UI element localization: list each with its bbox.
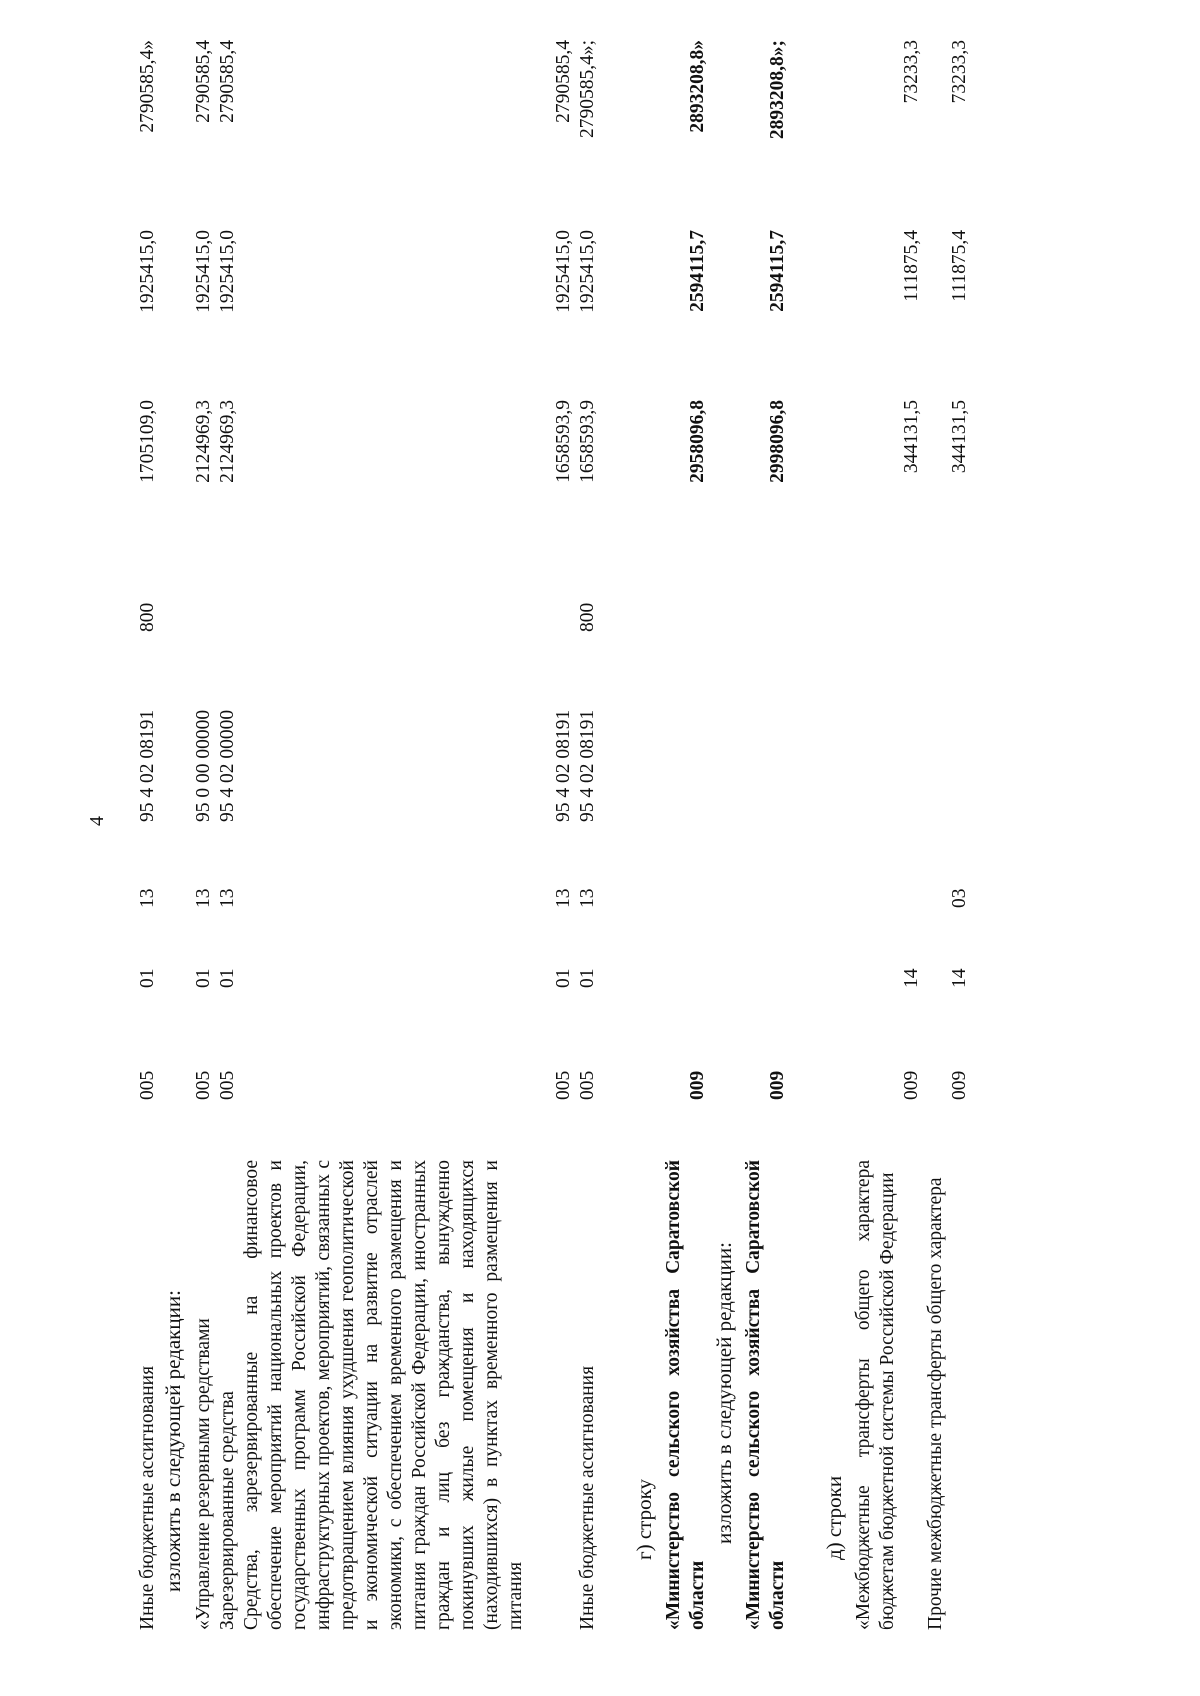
row-section-code: 01 [193,968,214,988]
row-amount-2: 1925415,0 [137,230,158,313]
row-target-article: 95 4 02 08191 [137,709,158,822]
row-amount-1: 344131,5 [949,400,970,474]
row-section-code: 01 [553,968,574,988]
row-amount-2: 1925415,0 [577,230,598,313]
row-amount-2: 1925415,0 [553,230,574,313]
section-heading-d: д) строки [822,1475,846,1560]
budget-table-page [118,30,1078,1630]
row-target-article: 95 4 02 08191 [577,709,598,822]
row-subsection-code: 13 [553,888,574,908]
row-subsection-code: 13 [217,888,238,908]
row-amount-1: 344131,5 [901,400,922,474]
row-section-code: 01 [577,968,598,988]
row-ministry-code: 009 [949,1070,970,1100]
row-amount-2: 111875,4 [901,230,922,302]
page-number: 4 [86,816,108,826]
row-amount-3: 2893208,8»; [767,40,788,140]
row-amount-1: 2998096,8 [767,400,788,483]
row-target-article: 95 4 02 08191 [553,709,574,822]
row-amount-2: 1925415,0 [217,230,238,313]
row-amount-1: 2958096,8 [687,400,708,483]
section-heading-g: г) строку [632,1478,656,1560]
row-ministry-code: 005 [553,1070,574,1100]
row-ministry-code: 005 [193,1070,214,1100]
row-amount-2: 2594115,7 [767,230,788,312]
row-amount-3: 2790585,4 [553,40,574,123]
row-name: Средства, зарезервированные на финансовое обеспечение мероприятий национальных проектов и государственных программ Российской Федерации, инфраструктурных проектов, мероприятий, связанных с предотвращением влияния ухудшения геополитической и экономической ситуации на развитие отраслей экономики, с обеспечением временного размещения и питания граждан Российской Федерации, иностранных граждан и лиц без гражданства, вынужденно покинувших жилые помещения и находящихся (находившихся) в пунктах временного размещения и питания [241,1160,526,1630]
row-subsection-code: 13 [577,888,598,908]
row-amount-3: 2790585,4 [217,40,238,123]
row-amount-3: 73233,3 [901,40,922,104]
row-amount-1: 2124969,3 [217,400,238,483]
row-name: «Управление резервными средствами [193,1318,214,1630]
row-name: «Министерство сельского хозяйства Саратовской области [663,1160,708,1630]
row-name: Прочие межбюджетные трансферты общего характера [925,1177,946,1630]
row-target-article: 95 0 00 00000 [193,709,214,822]
row-subsection-code: 13 [193,888,214,908]
row-ministry-code: 005 [217,1070,238,1100]
row-amount-2: 2594115,7 [687,230,708,312]
row-ministry-code: 009 [687,1070,708,1100]
row-name: «Межбюджетные трансферты общего характера бюджетам бюджетной системы Российской Федерации [853,1160,898,1630]
row-amount-1: 2124969,3 [193,400,214,483]
row-subsection-code: 03 [949,888,970,908]
instruction-heading: изложить в следующей редакции: [712,1242,736,1544]
row-ministry-code: 005 [137,1070,158,1100]
row-section-code: 01 [137,968,158,988]
row-amount-1: 1705109,0 [137,400,158,483]
row-ministry-code: 009 [901,1070,922,1100]
row-target-article: 95 4 02 00000 [217,709,238,822]
row-amount-3: 2790585,4»; [577,40,598,139]
row-subsection-code: 13 [137,888,158,908]
row-section-code: 14 [949,968,970,988]
row-name: Иные бюджетные ассигнования [577,1365,598,1630]
row-name: «Министерство сельского хозяйства Саратовской области [743,1160,788,1630]
row-expense-type: 800 [137,602,158,632]
row-amount-3: 2790585,4» [137,40,158,133]
row-name: Иные бюджетные ассигнования [137,1365,158,1630]
row-section-code: 14 [901,968,922,988]
row-expense-type: 800 [577,602,598,632]
row-amount-2: 111875,4 [949,230,970,302]
row-amount-1: 1658593,9 [553,400,574,483]
row-amount-2: 1925415,0 [193,230,214,313]
row-section-code: 01 [217,968,238,988]
row-ministry-code: 005 [577,1070,598,1100]
instruction-heading: изложить в следующей редакции: [161,1290,185,1592]
row-amount-3: 73233,3 [949,40,970,104]
row-ministry-code: 009 [767,1070,788,1100]
row-name: Зарезервированные средства [217,1391,238,1630]
row-amount-3: 2893208,8» [687,40,708,133]
row-amount-1: 1658593,9 [577,400,598,483]
row-amount-3: 2790585,4 [193,40,214,123]
